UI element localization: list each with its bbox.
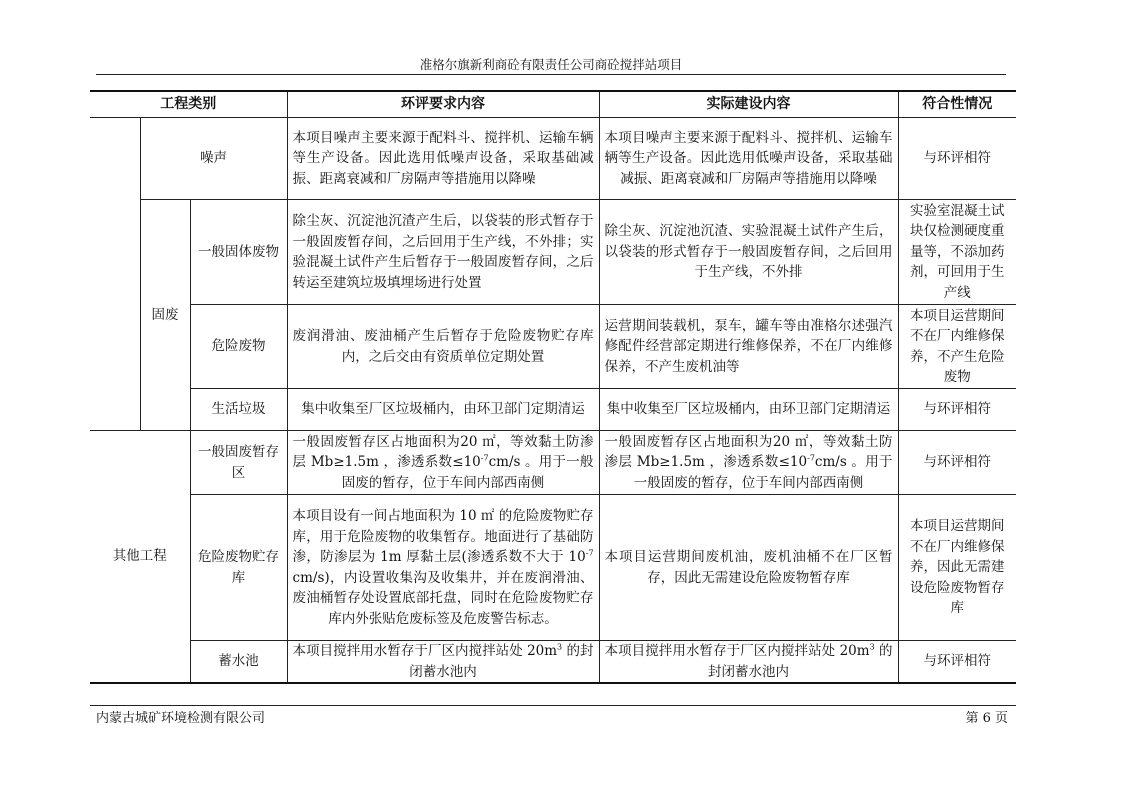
compliance-cell: 本项目运营期间不在厂内维修保养，不产生危险废物 bbox=[898, 305, 1016, 389]
column-header-requirement: 环评要求内容 bbox=[287, 91, 599, 118]
actual-cell: 集中收集至厂区垃圾桶内，由环卫部门定期清运 bbox=[599, 389, 898, 431]
requirement-cell: 本项目噪声主要来源于配料斗、搅拌机、运输车辆等生产设备。因此选用低噪声设备，采取基础减振、距离衰减和厂房隔声等措施用以降噪 bbox=[287, 118, 599, 200]
requirement-cell: 废润滑油、废油桶产生后暂存于危险废物贮存库内，之后交由有资质单位定期处置 bbox=[287, 305, 599, 389]
subcategory-hazardous-storage: 危险废物贮存库 bbox=[190, 495, 287, 641]
group-solid-waste: 固废 bbox=[140, 200, 190, 431]
actual-cell: 除尘灰、沉淀池沉渣、实验混凝土试件产生后，以袋装的形式暂存于一般固废暂存间，之后回用于生产线，不外排 bbox=[599, 200, 898, 305]
compliance-cell: 与环评相符 bbox=[898, 118, 1016, 200]
category-noise: 噪声 bbox=[140, 118, 287, 200]
actual-cell: 本项目噪声主要来源于配料斗、搅拌机、运输车辆等生产设备。因此选用低噪声设备，采取基础减振、距离衰减和厂房隔声等措施用以降噪 bbox=[599, 118, 898, 200]
actual-cell: 运营期间装载机，泵车，罐车等由准格尔述强汽修配件经营部定期进行维修保养，不在厂内维修保养，不产生废机油等 bbox=[599, 305, 898, 389]
requirement-cell: 集中收集至厂区垃圾桶内，由环卫部门定期清运 bbox=[287, 389, 599, 431]
footer-company: 内蒙古城矿环境检测有限公司 bbox=[96, 711, 266, 726]
compliance-cell: 与环评相符 bbox=[898, 431, 1016, 495]
compliance-cell: 实验室混凝土试块仅检测硬度重量等，不添加药剂，可回用于生产线 bbox=[898, 200, 1016, 305]
requirement-cell: 本项目搅拌用水暂存于厂区内搅拌站处 $20m^3$ 的封闭蓄水池内 bbox=[287, 641, 599, 684]
page-number: 第 6 页 bbox=[965, 711, 1008, 726]
requirement-cell: 一般固废暂存区占地面积为20 ㎡，等效黏土防渗层 Mb≥1.5m ，渗透系数$\le 10^{-7}cm/s$ 。用于一般固废的暂存，位于车间内部西南侧 bbox=[287, 431, 599, 495]
table-row bbox=[90, 305, 1016, 389]
table-row bbox=[90, 431, 1016, 495]
subcategory-hazardous-waste: 危险废物 bbox=[190, 305, 287, 389]
actual-cell: 一般固废暂存区占地面积为20 ㎡，等效黏土防渗层 Mb≥1.5m ，渗透系数$\le 10^{-7}cm/s$ 。用于一般固废的暂存，位于车间内部西南侧 bbox=[599, 431, 898, 495]
requirement-cell: 除尘灰、沉淀池沉渣产生后，以袋装的形式暂存于一般固废暂存间，之后回用于生产线，不外排；实验混凝土试件产生后暂存于一般固废暂存间，之后转运至建筑垃圾填埋场进行处置 bbox=[287, 200, 599, 305]
blank-category-cell bbox=[90, 118, 140, 431]
column-header-category: 工程类别 bbox=[90, 91, 287, 118]
page-header: 准格尔旗新利商砼有限责任公司商砼搅拌站项目 bbox=[96, 56, 1006, 75]
group-other-works: 其他工程 bbox=[90, 431, 190, 684]
compliance-table bbox=[90, 90, 1016, 684]
table-header-row bbox=[90, 91, 1016, 118]
table-row bbox=[90, 495, 1016, 641]
actual-cell: 本项目运营期间废机油，废机油桶不在厂区暂存，因此无需建设危险废物暂存库 bbox=[599, 495, 898, 641]
table-row bbox=[90, 641, 1016, 684]
subcategory-reservoir: 蓄水池 bbox=[190, 641, 287, 684]
table-row bbox=[90, 200, 1016, 305]
requirement-cell: 本项目设有一间占地面积为 10 ㎡ 的危险废物贮存库，用于危险废物的收集暂存。地面进行了基础防渗，防渗层为 1m 厚黏土层(渗透系数不大于 $10^{-7}cm/s$)，内设置收集沟及收集井，并在废润滑油、废油桶暂存处设置底部托盘，同时在危险废物贮存库内外张贴危废标签及危废警告标志。 bbox=[287, 495, 599, 641]
footer-divider bbox=[90, 705, 1016, 706]
compliance-cell: 本项目运营期间不在厂内维修保养，因此无需建设危险废物暂存库 bbox=[898, 495, 1016, 641]
actual-cell: 本项目搅拌用水暂存于厂区内搅拌站处 $20m^3$ 的封闭蓄水池内 bbox=[599, 641, 898, 684]
subcategory-general-solid-waste: 一般固体废物 bbox=[190, 200, 287, 305]
column-header-compliance: 符合性情况 bbox=[898, 91, 1016, 118]
subcategory-general-storage: 一般固废暂存区 bbox=[190, 431, 287, 495]
table-row bbox=[90, 389, 1016, 431]
compliance-cell: 与环评相符 bbox=[898, 389, 1016, 431]
subcategory-domestic-waste: 生活垃圾 bbox=[190, 389, 287, 431]
column-header-actual: 实际建设内容 bbox=[599, 91, 898, 118]
table-row bbox=[90, 118, 1016, 200]
compliance-cell: 与环评相符 bbox=[898, 641, 1016, 684]
